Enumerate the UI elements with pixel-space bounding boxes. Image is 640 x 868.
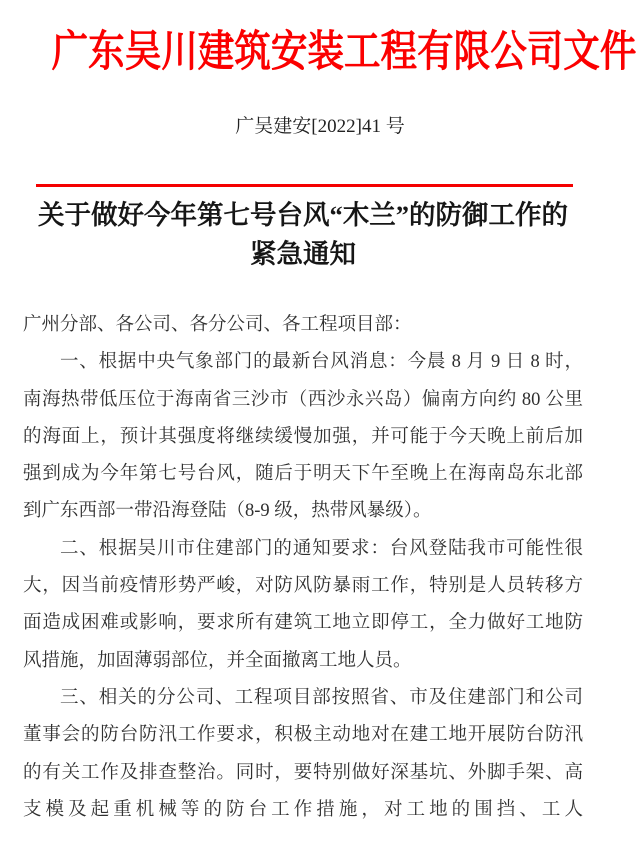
body-line: 的有关工作及排查整治。同时，要特别做好深基坑、外脚手架、高 — [23, 762, 583, 783]
body-line: 大，因当前疫情形势严峻，对防风防暴雨工作，特别是人员转移方 — [23, 576, 583, 597]
body-line: 的海面上，预计其强度将继续缓慢加强，并可能于今天晚上前后加 — [23, 426, 583, 447]
document-body — [23, 307, 583, 829]
salutation: 广州分部、各公司、各分公司、各工程项目部： — [23, 315, 412, 335]
body-line: 一、根据中央气象部门的最新台风消息：今晨 8 月 9 日 8 时， — [60, 352, 583, 373]
paragraph-3 — [23, 680, 583, 829]
body-line: 风措施，加固薄弱部位，并全面撤离工地人员。 — [23, 650, 412, 671]
body-line: 强到成为今年第七号台风，随后于明天下午至晚上在海南岛东北部 — [23, 464, 583, 485]
paragraph-2 — [23, 531, 583, 680]
doc-title-line-1: 关于做好今年第七号台风“木兰”的防御工作的 — [38, 200, 568, 230]
doc-number: 广吴建安[2022]41 号 — [235, 116, 405, 137]
body-line: 董事会的防台防汛工作要求，积极主动地对在建工地开展防台防汛 — [23, 725, 583, 746]
paragraph-1 — [23, 344, 583, 530]
doc-title-line-2: 紧急通知 — [250, 238, 356, 269]
body-line: 支模及起重机械等的防台工作措施，对工地的围挡、工人 — [23, 799, 583, 820]
body-line: 二、根据吴川市住建部门的通知要求：台风登陆我市可能性很 — [60, 538, 583, 559]
red-separator-rule — [36, 184, 573, 187]
body-line: 三、相关的分公司、工程项目部按照省、市及住建部门和公司 — [60, 687, 583, 708]
body-line: 南海热带低压位于海南省三沙市（西沙永兴岛）偏南方向约 80 公里 — [23, 389, 583, 410]
body-line: 面造成困难或影响，要求所有建筑工地立即停工，全力做好工地防 — [23, 613, 583, 634]
org-header-text: 广东吴川建筑安装工程有限公司文件 — [51, 29, 637, 76]
doc-title — [23, 196, 583, 273]
body-line: 到广东西部一带沿海登陆（8-9 级，热带风暴级）。 — [23, 501, 432, 522]
org-header — [0, 28, 640, 87]
